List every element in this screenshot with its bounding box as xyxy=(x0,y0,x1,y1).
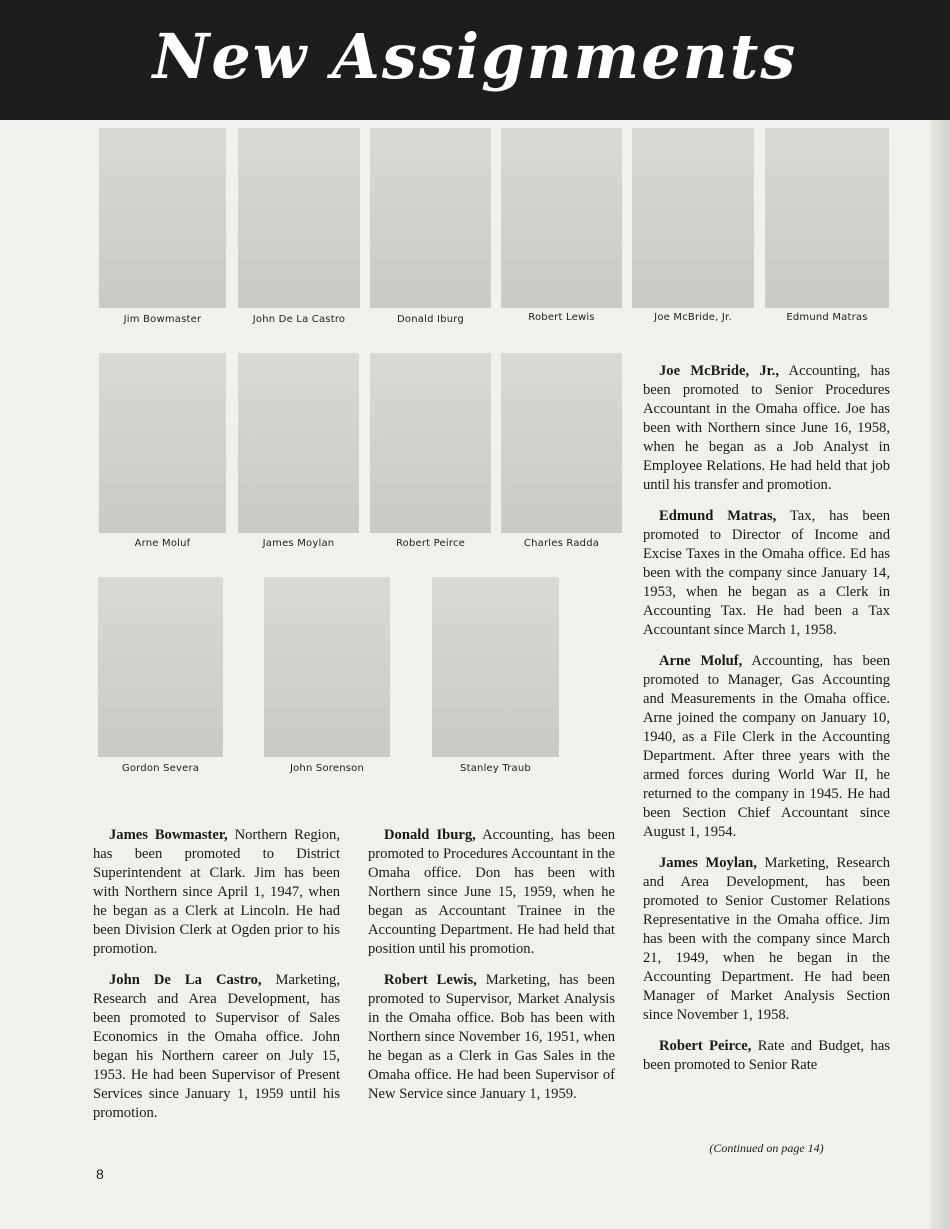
portrait-caption: James Moylan xyxy=(262,538,335,549)
portrait-caption: John Sorenson xyxy=(289,763,365,774)
page-title: New Assignments xyxy=(152,20,798,93)
portrait xyxy=(501,353,622,553)
portrait-photo xyxy=(98,577,223,757)
article-bowmaster: James Bowmaster, Northern Region, has been promoted to District Superintendent at Clark. Jim has been with Northern since April 1, 1947, when he began as a Clerk at Lincoln. He had been Division Clerk at Ogden prior to his promotion. xyxy=(93,827,340,957)
portrait-caption: Arne Moluf xyxy=(134,538,191,549)
portrait-caption: Gordon Severa xyxy=(121,763,200,774)
portrait-caption: Robert Peirce xyxy=(395,538,466,549)
page-number: 8 xyxy=(96,1166,104,1182)
page-edge xyxy=(930,120,950,1229)
article-column-left xyxy=(93,826,340,1135)
portrait xyxy=(238,353,359,553)
portrait xyxy=(99,128,226,328)
portrait xyxy=(98,577,223,777)
article-mcbride: Joe McBride, Jr., Accounting, has been promoted to Senior Procedures Accountant in the Omaha office. Joe has been with Northern since June 16, 1958, when he began as a Job Analyst in Employee Relations. He had held that job until his transfer and promotion. xyxy=(643,363,891,493)
article-column-middle xyxy=(368,826,615,1116)
portrait xyxy=(501,128,622,328)
portrait-caption: Robert Lewis xyxy=(528,312,595,323)
portrait-photo xyxy=(264,577,390,757)
portrait-photo xyxy=(370,353,491,533)
portrait-caption: Edmund Matras xyxy=(786,312,868,323)
article-moluf: Arne Moluf, Accounting, has been promoted to Manager, Gas Accounting and Measurements in the Omaha office. Arne joined the company on January 10, 1940, as a File Clerk in the Accounting Department. After three years with the armed forces during World War II, he returned to the company in 1945. He had been Section Chief Accountant since August 1, 1954. xyxy=(643,653,890,840)
article-matras: Edmund Matras, Tax, has been promoted to Director of Income and Excise Taxes in the Omaha office. Ed has been with the company since January 14, 1953, when he began as a Clerk in Accounting Tax. He had been a Tax Accountant since March 1, 1958. xyxy=(643,508,890,638)
portrait-photo xyxy=(99,353,226,533)
portrait-photo xyxy=(238,353,359,533)
portrait xyxy=(370,353,491,553)
article-peirce: Robert Peirce, Rate and Budget, has been promoted to Senior Rate xyxy=(643,1038,891,1073)
portrait-photo xyxy=(238,128,360,308)
continued-note: (Continued on page 14) xyxy=(709,1141,824,1155)
portrait xyxy=(370,128,491,328)
article-lewis: Robert Lewis, Marketing, has been promoted to Supervisor, Market Analysis in the Omaha office. Bob has been with Northern since November 16, 1951, when he began as a Clerk in Gas Sales in the Omaha office. He had been Supervisor of New Service since January 1, 1959. xyxy=(368,972,615,1102)
article-delacastro: John De La Castro, Marketing, Research and Area Development, has been promoted to Supervisor of Sales Economics in the Omaha office. John began his Northern career on July 15, 1953. He had been Supervisor of Present Services since January 1, 1959 until his promotion. xyxy=(93,972,340,1121)
portrait-caption: Jim Bowmaster xyxy=(123,314,202,325)
portrait-photo xyxy=(632,128,754,308)
portrait-caption: Donald Iburg xyxy=(397,314,464,325)
portrait-photo xyxy=(501,353,622,533)
portrait xyxy=(238,128,360,328)
portrait-photo xyxy=(99,128,226,308)
portrait xyxy=(432,577,559,777)
portrait xyxy=(99,353,226,553)
portrait-caption: Joe McBride, Jr. xyxy=(654,312,732,323)
portrait-photo xyxy=(432,577,559,757)
article-column-right xyxy=(643,362,890,1087)
portrait-photo xyxy=(370,128,491,308)
portrait-photo xyxy=(765,128,889,308)
article-moylan: James Moylan, Marketing, Research and Area Development, has been promoted to Senior Customer Relations Representative in the Omaha office. Jim has been with the company since March 21, 1949, when he began in the Accounting Department. He had been Manager of Market Analysis Section since November 1, 1958. xyxy=(643,855,890,1023)
portrait-caption: John De La Castro xyxy=(252,314,346,325)
portrait xyxy=(632,128,754,328)
portrait-caption: Charles Radda xyxy=(523,538,600,549)
portrait xyxy=(264,577,390,777)
portrait-photo xyxy=(501,128,622,308)
article-iburg: Donald Iburg, Accounting, has been promoted to Procedures Accountant in the Omaha office. Don has been with Northern since June 15, 1959, when he began as Accountant Trainee in the Accounting Department. He had held that position until his promotion. xyxy=(368,827,615,957)
portrait xyxy=(765,128,889,328)
portrait-caption: Stanley Traub xyxy=(460,763,531,774)
